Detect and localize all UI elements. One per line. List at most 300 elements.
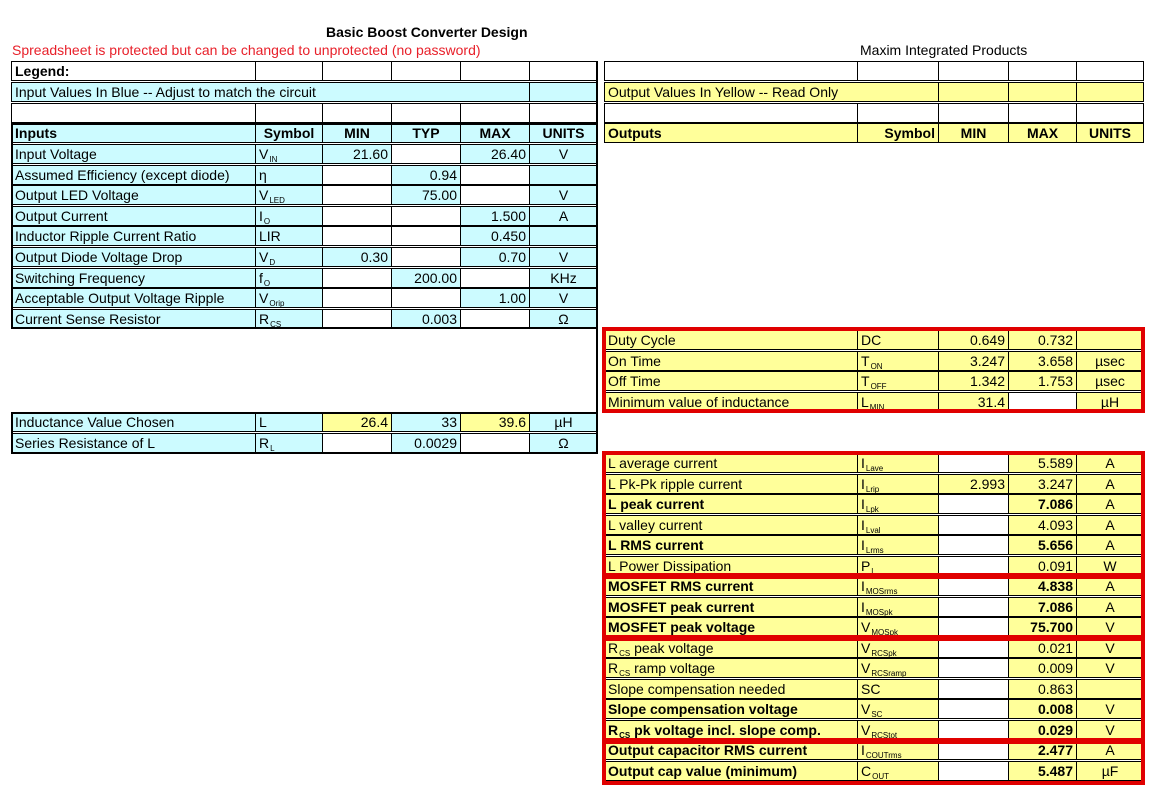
output-row-symbol-subscript: MOSpk <box>865 607 893 617</box>
input-row-max[interactable] <box>460 288 530 308</box>
inputs-header-typ <box>391 123 461 143</box>
input-row-max[interactable] <box>460 185 530 205</box>
input-row-symbol-subscript: D <box>269 258 276 267</box>
output-row-max-text: 5.589 <box>1037 455 1073 471</box>
inputs-header-typ-text: TYP <box>412 125 440 141</box>
input-row-max[interactable] <box>460 268 530 288</box>
inductor-row-name <box>11 412 256 432</box>
input-row-symbol-subscript: IN <box>269 155 278 164</box>
input-row-symbol-text: V <box>259 146 269 162</box>
output-row-name-text: MOSFET RMS current <box>608 578 754 594</box>
inductor-row-name <box>11 433 256 453</box>
output-row-symbol-text: P <box>861 557 871 574</box>
output-row-max-text: 3.658 <box>1037 352 1073 369</box>
output-row-max <box>1008 535 1077 555</box>
outputs-header-sym <box>857 123 939 143</box>
input-row-unit <box>529 268 598 288</box>
output-row-symbol-subscript: RCStot <box>871 730 898 740</box>
input-row-symbol-subscript: O <box>263 216 271 226</box>
legend-output-note <box>604 82 939 102</box>
output-row-symbol-text: T <box>861 352 870 369</box>
output-row-name <box>604 330 858 350</box>
legend-empty-cell <box>604 61 858 81</box>
input-row-min[interactable] <box>322 165 392 185</box>
output-row-min <box>938 474 1009 494</box>
output-row-unit <box>1076 351 1144 371</box>
output-row-min <box>938 740 1009 760</box>
output-row-symbol-subscript: Lrms <box>865 546 884 555</box>
output-row-symbol <box>857 597 939 617</box>
output-row-symbol <box>857 392 939 412</box>
output-row-symbol <box>857 535 939 555</box>
output-row-symbol-text: I <box>861 475 865 492</box>
output-row-max <box>1008 617 1077 637</box>
output-row-max-text: 1.753 <box>1037 373 1073 389</box>
outputs-header-name <box>604 123 858 143</box>
output-row-unit <box>1076 330 1144 350</box>
output-row-symbol-text: V <box>861 721 871 738</box>
output-row-unit <box>1076 392 1144 412</box>
legend-empty-cell <box>460 61 530 81</box>
output-row-unit-text: A <box>1105 475 1115 492</box>
input-row-max[interactable] <box>460 247 530 267</box>
input-row-typ[interactable] <box>391 144 461 164</box>
inductor-row-typ[interactable] <box>391 412 461 432</box>
inputs-header-unit <box>529 123 598 143</box>
output-row-unit <box>1076 453 1144 473</box>
output-row-name-text: Output capacitor RMS current <box>608 742 808 758</box>
output-row-name <box>604 658 858 678</box>
company-name: Maxim Integrated Products <box>860 42 1028 58</box>
output-row-name <box>604 371 858 391</box>
legend-label <box>11 61 256 81</box>
legend-output-swatch <box>938 82 1009 102</box>
output-row-unit-text: µF <box>1101 762 1119 779</box>
output-row-max-text: 4.838 <box>1037 578 1073 594</box>
output-row-min <box>938 761 1009 781</box>
output-row-name <box>604 556 858 576</box>
output-row-unit <box>1076 535 1144 555</box>
inductor-row-unit-text: µH <box>554 414 573 430</box>
input-row-symbol <box>255 185 323 205</box>
output-row-symbol-subscript: RCSramp <box>871 669 907 678</box>
input-row-symbol-subscript: O <box>263 278 271 288</box>
output-row-name-prefix: R <box>608 639 619 656</box>
input-row-min[interactable] <box>322 144 392 164</box>
output-row-max-text: 75.700 <box>1030 619 1073 635</box>
output-row-name-prefix-subscript: CS <box>619 730 631 740</box>
output-row-symbol-subscript: COUTrms <box>865 751 902 760</box>
output-row-name <box>604 761 858 781</box>
output-row-min <box>938 392 1009 412</box>
output-row-name-text: Slope compensation voltage <box>608 701 798 717</box>
inputs-header-sym <box>255 123 323 143</box>
inductor-row-typ[interactable] <box>391 433 461 453</box>
input-row-symbol <box>255 206 323 226</box>
outputs-header-max <box>1008 123 1077 143</box>
output-row-name <box>604 699 858 719</box>
input-row-symbol-text: V <box>259 187 269 204</box>
output-row-name-text: Duty Cycle <box>608 332 676 348</box>
input-row-min[interactable] <box>322 247 392 267</box>
output-row-symbol-text: L <box>861 393 869 410</box>
output-row-min-text: 0.649 <box>969 332 1005 348</box>
output-row-name-text: L average current <box>608 455 718 471</box>
legend-input-note-text: Input Values In Blue -- Adjust to match the circuit <box>15 84 316 100</box>
output-row-name-rest: peak voltage <box>630 639 714 656</box>
output-row-min <box>938 576 1009 596</box>
input-row-max[interactable] <box>460 144 530 164</box>
output-row-max-text: 4.093 <box>1037 516 1073 533</box>
input-row-symbol-subscript: LED <box>269 196 285 206</box>
legend-input-note <box>11 82 530 102</box>
output-row-min <box>938 679 1009 699</box>
input-row-unit-text: V <box>558 187 569 204</box>
input-row-name <box>11 185 256 205</box>
input-row-symbol <box>255 288 323 308</box>
inputs-header-min <box>322 123 392 143</box>
input-row-typ[interactable] <box>391 165 461 185</box>
output-row-unit-text: A <box>1105 742 1115 758</box>
output-row-symbol-text: I <box>861 598 865 615</box>
legend-empty-cell <box>857 61 939 81</box>
output-row-name-rest: ramp voltage <box>630 660 716 676</box>
outputs-header-unit <box>1076 123 1144 143</box>
legend-empty-cell <box>604 103 858 123</box>
output-row-symbol <box>857 474 939 494</box>
output-row-name-text: L peak current <box>608 496 705 512</box>
input-row-name <box>11 226 256 246</box>
output-row-symbol-text: I <box>861 516 865 533</box>
inductor-row-typ-text: 0.0029 <box>414 434 457 451</box>
input-row-typ-text: 200.00 <box>414 269 457 286</box>
input-row-unit-text: Ω <box>558 310 569 327</box>
output-row-min <box>938 515 1009 535</box>
output-row-name-rest: pk voltage incl. slope comp. <box>630 721 821 738</box>
output-row-unit-text: V <box>1105 639 1115 656</box>
output-row-symbol-subscript: Lval <box>865 525 881 535</box>
input-row-name-text: Input Voltage <box>15 146 97 162</box>
input-row-name-text: Inductor Ripple Current Ratio <box>15 228 197 245</box>
output-row-max <box>1008 740 1077 760</box>
output-row-name-prefix-subscript: CS <box>619 648 631 658</box>
input-row-min[interactable] <box>322 185 392 205</box>
input-row-symbol <box>255 268 323 288</box>
inductor-row-unit <box>529 433 598 453</box>
legend-empty-cell <box>938 61 1009 81</box>
output-row-unit <box>1076 576 1144 596</box>
output-row-max <box>1008 515 1077 535</box>
output-row-max-text: 2.477 <box>1037 742 1073 758</box>
output-row-unit <box>1076 515 1144 535</box>
input-row-name <box>11 309 256 329</box>
input-row-min[interactable] <box>322 288 392 308</box>
input-row-max[interactable] <box>460 226 530 246</box>
legend-output-note-text: Output Values In Yellow -- Read Only <box>608 84 839 100</box>
input-row-max-text: 1.00 <box>498 290 526 307</box>
output-row-max <box>1008 679 1077 699</box>
input-row-typ-text: 0.003 <box>421 310 457 327</box>
input-row-max[interactable] <box>460 309 530 329</box>
input-row-max[interactable] <box>460 206 530 226</box>
input-row-name-text: Output Diode Voltage Drop <box>15 249 183 265</box>
output-row-max-text: 5.487 <box>1037 762 1073 779</box>
output-row-min <box>938 617 1009 637</box>
output-row-unit <box>1076 371 1144 391</box>
input-row-symbol-text: η <box>259 166 267 183</box>
output-row-max-text: 0.008 <box>1037 701 1073 717</box>
inductor-row-min-text: 26.4 <box>360 414 388 430</box>
input-row-unit <box>529 288 598 308</box>
outputs-header-name-text: Outputs <box>608 125 662 141</box>
input-row-unit-text: KHz <box>550 269 577 286</box>
inductor-row-max[interactable] <box>460 433 530 453</box>
output-row-unit <box>1076 597 1144 617</box>
output-row-max <box>1008 453 1077 473</box>
input-row-min-text: 21.60 <box>352 146 388 162</box>
inductor-row-max[interactable] <box>460 412 530 432</box>
output-row-name <box>604 351 858 371</box>
input-row-name-text: Acceptable Output Voltage Ripple <box>15 290 225 307</box>
output-row-unit <box>1076 474 1144 494</box>
output-row-symbol-subscript: OFF <box>870 382 887 391</box>
output-row-name-prefix: R <box>608 660 619 676</box>
output-row-unit <box>1076 638 1144 658</box>
input-row-typ[interactable] <box>391 309 461 329</box>
output-row-name-text: Off Time <box>608 373 661 389</box>
output-row-max-text: 0.732 <box>1037 332 1073 348</box>
output-row-min-text: 31.4 <box>977 393 1005 410</box>
output-row-symbol-subscript: ON <box>870 361 883 371</box>
output-row-symbol-text: V <box>861 639 871 656</box>
inductor-row-max-text: 39.6 <box>498 414 526 430</box>
input-row-unit <box>529 247 598 267</box>
inductor-row-symbol <box>255 433 323 453</box>
outputs-header-unit-text: UNITS <box>1089 125 1131 141</box>
legend-empty-cell <box>460 103 530 123</box>
input-row-max[interactable] <box>460 165 530 185</box>
inductor-row-min[interactable] <box>322 412 392 432</box>
legend-empty-cell <box>322 103 392 123</box>
input-row-symbol-text: f <box>259 269 263 286</box>
input-row-unit-text: A <box>558 207 569 224</box>
column-divider <box>596 61 598 451</box>
input-row-name <box>11 144 256 164</box>
input-row-name-text: Current Sense Resistor <box>15 310 161 327</box>
output-row-symbol-text: V <box>861 619 871 635</box>
input-row-symbol-text: I <box>259 207 263 224</box>
legend-empty-cell <box>1008 103 1077 123</box>
output-row-symbol-subscript: Lrip <box>865 484 880 494</box>
output-row-name <box>604 576 858 596</box>
output-row-max <box>1008 494 1077 514</box>
output-row-unit <box>1076 617 1144 637</box>
output-row-max <box>1008 330 1077 350</box>
input-row-unit <box>529 165 598 185</box>
legend-empty-cell <box>938 103 1009 123</box>
input-row-typ[interactable] <box>391 247 461 267</box>
legend-input-swatch <box>529 82 598 102</box>
output-row-symbol-text: I <box>861 537 865 553</box>
output-row-unit <box>1076 556 1144 576</box>
input-row-typ[interactable] <box>391 268 461 288</box>
outputs-header-sym-text: Symbol <box>884 125 935 141</box>
output-row-unit <box>1076 740 1144 760</box>
output-row-max <box>1008 761 1077 781</box>
inputs-header-name-text: Inputs <box>15 125 57 141</box>
input-row-name <box>11 288 256 308</box>
output-row-symbol <box>857 658 939 678</box>
output-row-symbol-text: I <box>861 496 865 512</box>
output-row-max <box>1008 658 1077 678</box>
input-row-symbol <box>255 247 323 267</box>
output-row-symbol-subscript: MOSpk <box>871 628 899 637</box>
inputs-header-min-text: MIN <box>344 125 370 141</box>
input-row-typ[interactable] <box>391 185 461 205</box>
output-row-symbol <box>857 740 939 760</box>
legend-empty-cell <box>857 103 939 123</box>
legend-output-swatch <box>1076 82 1144 102</box>
inductor-row-symbol <box>255 412 323 432</box>
output-row-symbol-subscript: MIN <box>869 402 885 412</box>
output-row-symbol-subscript: Lave <box>865 464 884 473</box>
output-row-symbol-text: T <box>861 373 870 389</box>
output-row-symbol <box>857 494 939 514</box>
output-row-unit-text: V <box>1105 721 1115 738</box>
input-row-typ-text: 75.00 <box>421 187 457 204</box>
input-row-name-text: Output LED Voltage <box>15 187 139 204</box>
inductor-row-name-text: Series Resistance of L <box>15 434 156 451</box>
output-row-unit-text: A <box>1105 537 1115 553</box>
output-row-symbol <box>857 679 939 699</box>
output-row-max-text: 5.656 <box>1037 537 1073 553</box>
input-row-min[interactable] <box>322 309 392 329</box>
legend-empty-cell <box>322 61 392 81</box>
output-row-symbol-subscript: SC <box>871 710 883 719</box>
input-row-symbol-subscript: Orip <box>269 299 285 309</box>
inductor-row-min[interactable] <box>322 433 392 453</box>
output-row-symbol <box>857 576 939 596</box>
legend-empty-cell <box>529 61 598 81</box>
input-row-typ[interactable] <box>391 226 461 246</box>
output-row-name-prefix-subscript: CS <box>619 669 631 678</box>
output-row-max-text: 0.863 <box>1037 680 1073 697</box>
input-row-symbol-text: V <box>259 249 269 265</box>
input-row-unit <box>529 144 598 164</box>
output-row-symbol-subscript: MOSrms <box>865 587 898 596</box>
output-row-min <box>938 699 1009 719</box>
output-row-symbol-text: V <box>861 701 871 717</box>
inductor-row-unit-text: Ω <box>558 434 569 451</box>
output-row-symbol-text: DC <box>861 332 882 348</box>
output-row-max <box>1008 371 1077 391</box>
input-row-min[interactable] <box>322 226 392 246</box>
output-row-symbol-text: I <box>861 578 865 594</box>
output-row-symbol-text: SC <box>861 680 881 697</box>
input-row-typ-text: 0.94 <box>429 166 457 183</box>
output-row-symbol <box>857 699 939 719</box>
output-row-name-text: On Time <box>608 352 661 369</box>
sheet-title: Basic Boost Converter Design <box>326 24 528 40</box>
input-row-typ[interactable] <box>391 288 461 308</box>
output-row-unit <box>1076 720 1144 740</box>
input-row-unit-text: V <box>558 146 569 162</box>
output-row-name <box>604 597 858 617</box>
output-row-max-text: 7.086 <box>1037 496 1073 512</box>
output-row-max <box>1008 638 1077 658</box>
output-row-unit <box>1076 699 1144 719</box>
output-row-max <box>1008 597 1077 617</box>
input-row-symbol <box>255 165 323 185</box>
input-row-symbol <box>255 226 323 246</box>
output-row-max-text: 3.247 <box>1037 475 1073 492</box>
output-row-unit-text: µsec <box>1095 352 1125 369</box>
input-row-name <box>11 206 256 226</box>
input-row-min[interactable] <box>322 268 392 288</box>
output-row-symbol <box>857 371 939 391</box>
output-row-unit-text: V <box>1105 701 1115 717</box>
output-row-name-text: L Pk-Pk ripple current <box>608 475 743 492</box>
output-row-symbol-text: I <box>861 742 865 758</box>
output-row-max-text: 0.029 <box>1037 721 1073 738</box>
output-row-symbol <box>857 617 939 637</box>
input-row-name <box>11 247 256 267</box>
output-row-symbol <box>857 515 939 535</box>
input-row-symbol-text: LIR <box>259 228 281 245</box>
output-row-name-text: Slope compensation needed <box>608 680 786 697</box>
output-row-symbol <box>857 720 939 740</box>
output-row-name <box>604 392 858 412</box>
output-row-name <box>604 720 858 740</box>
input-row-max-text: 26.40 <box>490 146 526 162</box>
input-row-symbol-text: V <box>259 290 269 307</box>
inputs-header-sym-text: Symbol <box>263 125 315 141</box>
legend-empty-cell <box>529 103 598 123</box>
outputs-header-min-text: MIN <box>960 125 987 141</box>
output-row-name <box>604 494 858 514</box>
input-row-max-text: 0.450 <box>490 228 526 245</box>
output-row-min <box>938 556 1009 576</box>
input-row-symbol-text: R <box>259 310 270 327</box>
outputs-header-max-text: MAX <box>1026 125 1059 141</box>
output-row-name-prefix: R <box>608 721 619 738</box>
outputs-header-min <box>938 123 1009 143</box>
output-row-min-text: 3.247 <box>969 352 1005 369</box>
output-row-min <box>938 535 1009 555</box>
input-row-typ[interactable] <box>391 206 461 226</box>
input-row-symbol-subscript: CS <box>270 319 282 329</box>
output-row-max <box>1008 351 1077 371</box>
input-row-min[interactable] <box>322 206 392 226</box>
output-row-name-text: Minimum value of inductance <box>608 393 790 410</box>
output-row-max-text: 0.021 <box>1037 639 1073 656</box>
output-row-name-text: MOSFET peak voltage <box>608 619 756 635</box>
output-row-max-text: 7.086 <box>1037 598 1073 615</box>
output-row-name <box>604 453 858 473</box>
inputs-header-max-text: MAX <box>479 125 511 141</box>
output-row-min <box>938 453 1009 473</box>
output-row-unit <box>1076 658 1144 678</box>
output-row-symbol-subscript: RCSpk <box>871 648 897 658</box>
output-row-unit-text: A <box>1105 598 1115 615</box>
output-row-symbol-text: I <box>861 455 865 471</box>
output-row-unit-text: µH <box>1100 393 1120 410</box>
input-row-unit <box>529 309 598 329</box>
output-row-symbol <box>857 556 939 576</box>
legend-empty-cell <box>391 61 461 81</box>
output-row-name-text: L valley current <box>608 516 703 533</box>
inductor-row-symbol-subscript: L <box>270 443 275 453</box>
